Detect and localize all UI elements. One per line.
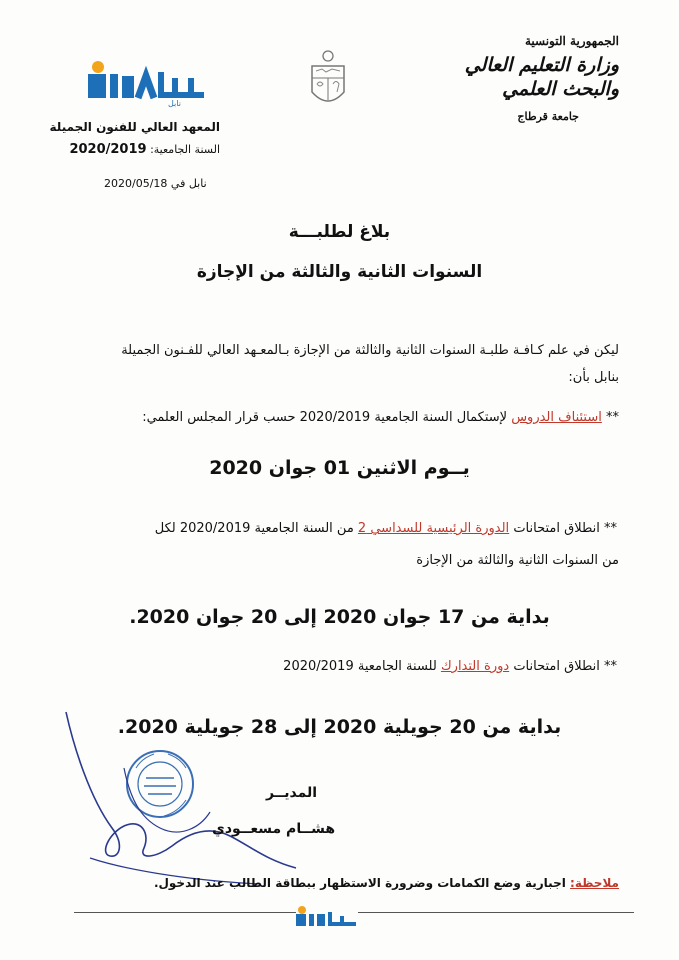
- director-name: هشــام مسعــودي: [212, 821, 336, 837]
- highlight-resume-classes: استئناف الدروس: [511, 410, 602, 425]
- item-text: من السنة الجامعية 2020/2019 لكل: [154, 521, 354, 536]
- director-title: المديــر: [266, 785, 318, 801]
- main-exams-dates: بداية من 17 جوان 2020 إلى 20 جوان 2020.: [129, 606, 550, 628]
- ministry-header: [465, 34, 619, 123]
- note-text: اجبارية وضع الكمامات وضرورة الاستظهار ببطاقة الطالب عند الدخول.: [153, 876, 566, 890]
- makeup-exams-dates: بداية من 20 جويلية 2020 إلى 28 جويلية 2020.: [117, 716, 562, 738]
- item-text: لإستكمال السنة الجامعية 2020/2019 حسب قرار المجلس العلمي:: [142, 410, 508, 425]
- item-main-exams: [155, 521, 617, 536]
- announcement-title: بلاغ لطلبـــة: [288, 222, 391, 242]
- item-marker: **: [604, 521, 617, 536]
- item-main-exams-line2: من السنوات الثانية والثالثة من الإجازة: [416, 553, 619, 568]
- academic-year-value: 2020/2019: [69, 142, 147, 157]
- item-text: انطلاق امتحانات: [513, 521, 600, 536]
- highlight-main-session: الدورة الرئيسية للسداسي 2: [357, 521, 510, 536]
- item-text: للسنة الجامعية 2020/2019: [283, 659, 437, 674]
- republic-name: الجمهورية التونسية: [524, 34, 619, 48]
- ministry-name-line2: والبحث العلمي: [502, 78, 619, 100]
- item-resume-classes: [142, 410, 619, 425]
- date-label: نابل في: [170, 177, 207, 190]
- item-marker: **: [606, 410, 619, 425]
- footer-logo-icon: [296, 904, 358, 930]
- institute-name: المعهد العالي للفنون الجميلة: [49, 120, 220, 134]
- intro-line-1: ليكن في علم كـافـة طلبـة السنوات الثانية والثالثة من الإجازة بـالمعـهد العالي للفـنون الجميلة: [121, 343, 619, 358]
- item-marker: **: [604, 659, 617, 674]
- resume-date: يــوم الاثنين 01 جوان 2020: [209, 457, 470, 479]
- tunisia-emblem-icon: [306, 48, 350, 112]
- item-text: انطلاق امتحانات: [513, 659, 600, 674]
- item-makeup-exams: [283, 659, 617, 674]
- logo-text: نابل: [168, 99, 181, 108]
- highlight-makeup-session: دورة التدارك: [440, 659, 510, 674]
- director-signature-icon: [60, 708, 320, 898]
- university-name: جامعة قرطاج: [517, 110, 579, 123]
- note-label: ملاحظة:: [570, 876, 619, 890]
- academic-year: [70, 142, 220, 157]
- announcement-subtitle: السنوات الثانية والثالثة من الإجازة: [196, 262, 483, 282]
- document-date: [104, 177, 207, 190]
- academic-year-label: السنة الجامعية:: [150, 143, 220, 156]
- intro-line-2: بنابل بأن:: [568, 370, 619, 385]
- note: [154, 876, 619, 890]
- date-value: 2020/05/18: [104, 177, 168, 190]
- institute-logo-icon: [88, 58, 208, 108]
- ministry-name-line1: وزارة التعليم العالي: [464, 54, 619, 76]
